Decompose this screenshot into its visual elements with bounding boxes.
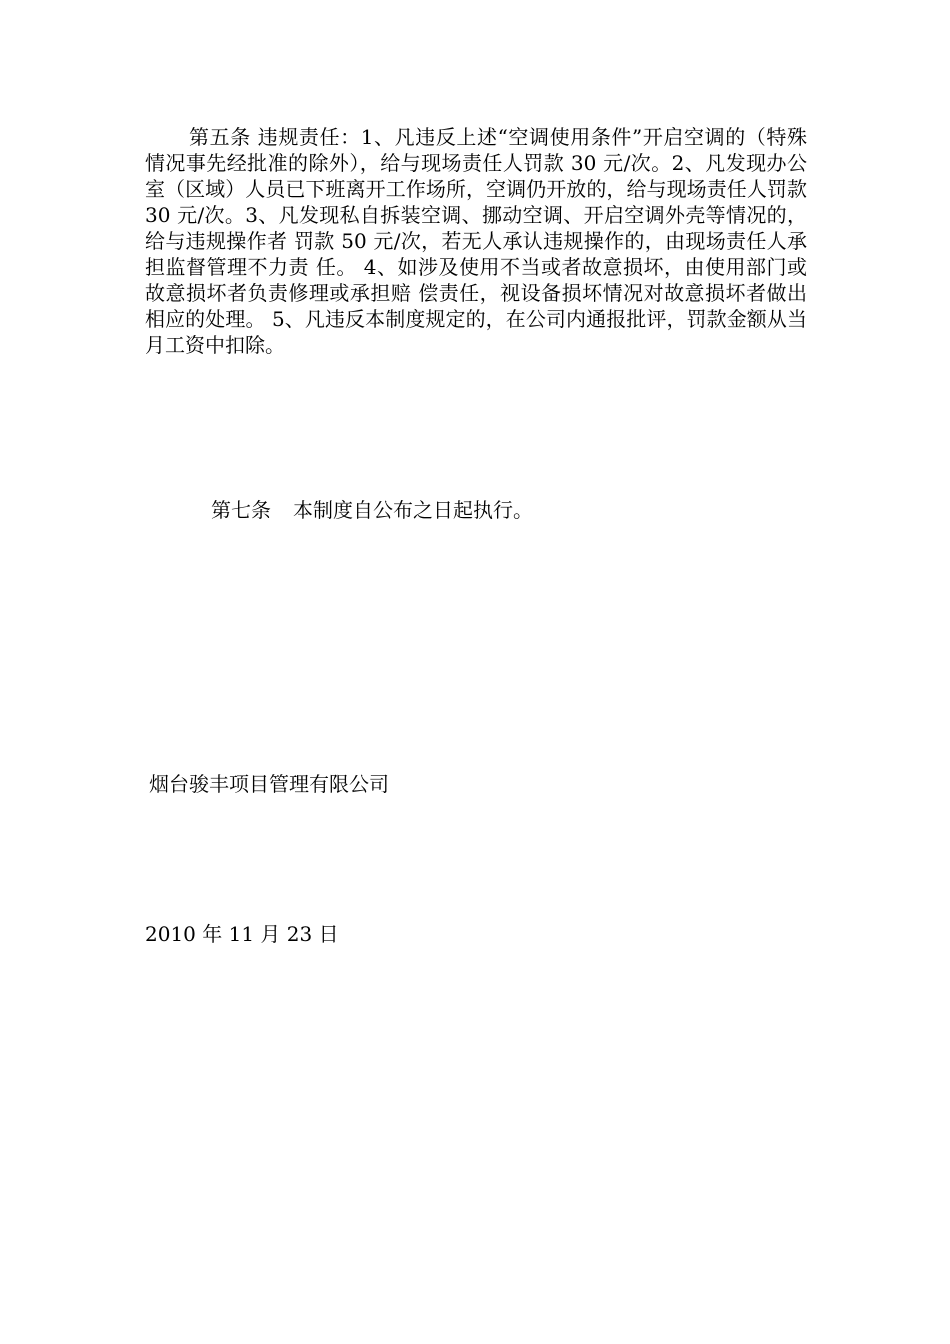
article-five-paragraph: 第五条 违规责任：1、凡违反上述“空调使用条件”开启空调的（特殊情况事先经批准的除外），给与现场责任人罚款 30 元/次。2、凡发现办公室（区域）人员已下班离开工作场所，空调仍开放的，给与现场责任人罚款 30 元/次。3、凡发现私自拆装空调、挪动空调、开启空调外壳等情况的，给与违规操作者 罚款 50 元/次，若无人承认违规操作的，由现场责任人承担监督管理不力责 任。 4、如涉及使用不当或者故意损坏，由使用部门或故意损坏者负责修理或承担赔 偿责任，视设备损坏情况对故意损坏者做出相应的处理。 5、凡违反本制度规定的，在公司内通报批评，罚款金额从当月工资中扣除。 bbox=[145, 125, 807, 357]
article-seven bbox=[211, 497, 533, 523]
article-seven-text: 本制度自公布之日起执行。 bbox=[293, 498, 533, 522]
company-name: 烟台骏丰项目管理有限公司 bbox=[149, 772, 389, 796]
article-seven-label: 第七条 bbox=[211, 498, 271, 522]
document-date: 2010 年 11 月 23 日 bbox=[145, 922, 339, 946]
